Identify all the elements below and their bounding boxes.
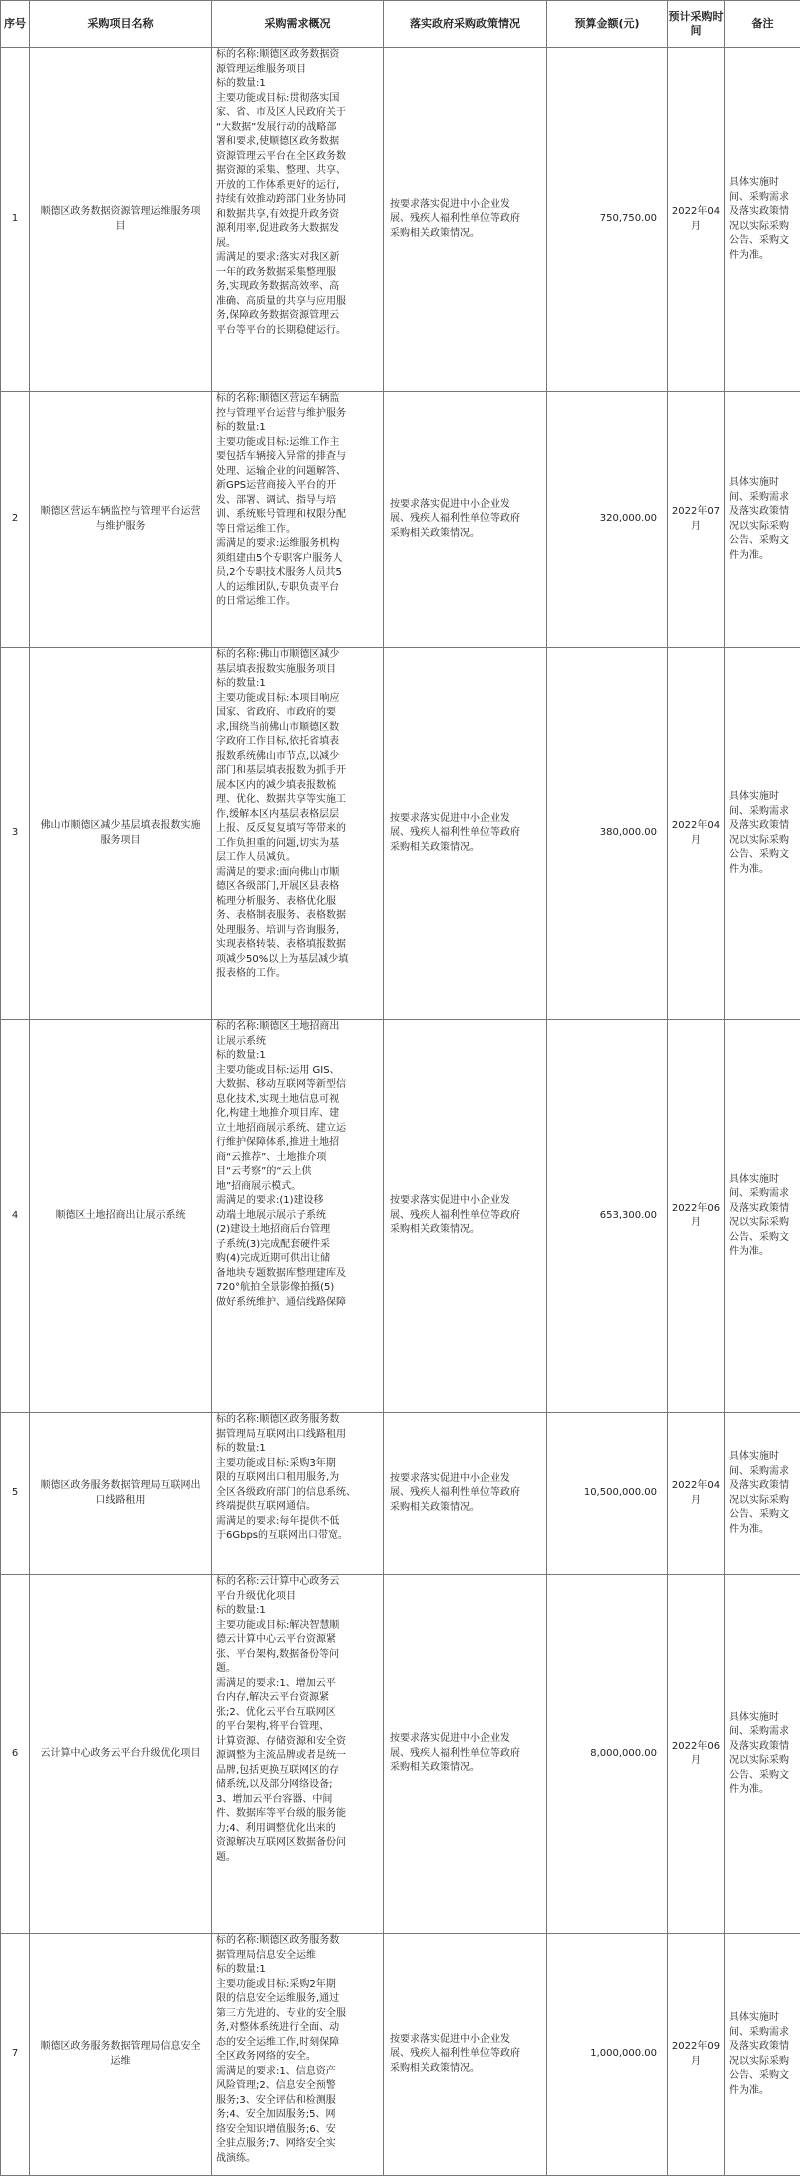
requirement-summary-line: 需满足的要求:面向佛山市顺	[216, 866, 340, 878]
requirement-summary-line: 3、增加云平台容器、中间	[216, 1793, 333, 1805]
requirement-summary-line: 理、优化、数据共享等实施工	[216, 794, 346, 805]
remarks-line: 件为准。	[729, 1784, 769, 1795]
requirement-summary-line: 资源解决互联网区数据备份问	[216, 1837, 346, 1848]
remarks-line: 况以实际采购	[729, 520, 789, 532]
policy-status-line: 展、残疾人福利性单位等政府	[390, 2048, 520, 2060]
requirement-summary-line: 化,构建土地推介项目库、建	[216, 1108, 340, 1119]
requirement-summary-line: 务;4、安全加固服务;5、网	[216, 2109, 336, 2120]
remarks-line: 及落实政策情	[729, 506, 789, 517]
requirement-summary-line: “大数据”发展行动的战略部	[216, 121, 337, 133]
policy-status-line: 采购相关政策情况。	[390, 227, 480, 239]
table-row	[1, 1413, 800, 1575]
requirement-summary-line: 据管理局互联网出口线路租用	[216, 1428, 346, 1440]
procurement-time: 2022年04月	[668, 48, 725, 392]
remarks-line: 件为准。	[729, 2084, 769, 2096]
requirement-summary-line: 720°航拍全景影像拍摄(5)	[216, 1282, 335, 1293]
requirement-summary-line: 台内存,解决云平台资源紧	[216, 1692, 330, 1703]
requirement-summary-line: 全区政务网络的安全。	[216, 2051, 316, 2062]
budget-amount: 8,000,000.00	[547, 1575, 668, 1934]
project-name: 顺德区政务服务数据管理局互联网出口线路租用	[30, 1413, 212, 1575]
header-budget: 预算金额(元)	[547, 1, 668, 48]
remarks-line: 具体实施时	[729, 791, 779, 802]
requirement-summary-line: 立土地招商展示系统、建立运	[216, 1122, 346, 1134]
project-name: 顺德区土地招商出让展示系统	[30, 1020, 212, 1413]
requirement-summary	[212, 48, 384, 392]
remarks-line: 况以实际采购	[729, 1217, 789, 1228]
requirement-summary-line: 力;4、利用调整优化出来的	[216, 1822, 336, 1834]
requirement-summary-line: 新GPS运营商接入平台的开	[216, 480, 337, 491]
remarks	[725, 1934, 800, 2176]
remarks-line: 件为准。	[729, 1246, 769, 1257]
requirement-summary-line: 服务;3、安全评估和检测服	[216, 2094, 336, 2106]
requirement-summary-line: 标的数量:1	[216, 1605, 266, 1616]
remarks-line: 公告、采购文	[729, 2070, 789, 2081]
row-seq: 7	[1, 1934, 30, 2176]
remarks-line: 况以实际采购	[729, 220, 789, 232]
requirement-summary-line: 标的数量:1	[216, 678, 266, 689]
remarks-line: 具体实施时	[729, 477, 779, 488]
requirement-summary-line: 标的名称:云计算中心政务云	[216, 1576, 340, 1587]
remarks-line: 具体实施时	[729, 1173, 779, 1185]
requirement-summary-line: 一年的政务数据采集整理服	[216, 266, 336, 278]
remarks-line: 件为准。	[729, 549, 769, 561]
procurement-time: 2022年04月	[668, 1413, 725, 1575]
requirement-summary-line: 需满足的要求:落实对我区新	[216, 252, 340, 263]
requirement-summary-line: 需满足的要求:运维服务机构	[216, 538, 340, 549]
requirement-summary-line: 标的名称:顺德区营运车辆监	[216, 393, 340, 404]
remarks-line: 及落实政策情	[729, 1740, 789, 1752]
remarks-line: 件为准。	[729, 863, 769, 875]
remarks-line: 间、采购需求	[729, 491, 789, 503]
requirement-summary-line: 基层填表报数实施服务项目	[216, 663, 336, 675]
requirement-summary-line: 动端土地展示展示子系统	[216, 1209, 326, 1221]
requirement-summary-line: 等日常运维工作。	[216, 523, 296, 535]
procurement-time: 2022年09月	[668, 1934, 725, 2176]
policy-status-line: 展、残疾人福利性单位等政府	[390, 513, 520, 525]
requirement-summary-line: 训、系统账号管理和权限分配	[216, 509, 346, 520]
requirement-summary-line: 工作负担重的问题,切实为基	[216, 837, 340, 849]
requirement-summary-line: 主要功能或目标:运用 GIS、	[216, 1064, 340, 1076]
remarks-line: 及落实政策情	[729, 1202, 789, 1214]
requirement-summary-line: 子系统(3)完成配套硬件采	[216, 1238, 331, 1250]
requirement-summary-line: 全驻点服务;7、网络安全实	[216, 2138, 336, 2149]
policy-status-line: 展、残疾人福利性单位等政府	[390, 213, 520, 225]
policy-status-line: 按要求落实促进中小企业发	[390, 498, 510, 510]
requirement-summary-line: 处理、运输企业的问题解答、	[216, 465, 346, 477]
policy-status-line: 按要求落实促进中小企业发	[390, 1195, 510, 1207]
row-seq: 5	[1, 1413, 30, 1575]
budget-amount: 653,300.00	[547, 1020, 668, 1413]
remarks-line: 件为准。	[729, 249, 769, 261]
requirement-summary-line: 展。	[216, 237, 236, 249]
requirement-summary	[212, 1934, 384, 2176]
requirement-summary-line: 全区各级政府部门的信息系统、	[216, 1486, 356, 1498]
header-row	[1, 1, 800, 48]
requirement-summary-line: 标的数量:1	[216, 78, 266, 89]
requirement-summary-line: 主要功能或目标:解决智慧顺	[216, 1619, 340, 1631]
requirement-summary-line: 资源管理云平台在全区政务数	[216, 150, 346, 162]
requirement-summary-line: 梳理分析服务、表格优化服	[216, 895, 336, 907]
requirement-summary-line: 务,保障政务数据资源管理云	[216, 310, 340, 321]
requirement-summary-line: 储系统,以及部分网络设备;	[216, 1779, 333, 1790]
requirement-summary-line: 息化技术,实现土地信息可视	[216, 1093, 340, 1105]
requirement-summary-line: 商“云推荐”、土地推介项	[216, 1151, 327, 1163]
budget-amount: 320,000.00	[547, 392, 668, 648]
requirement-summary-line: 主要功能或目标:采购2年期	[216, 1978, 336, 1990]
row-seq: 6	[1, 1575, 30, 1934]
procurement-time: 2022年06月	[668, 1020, 725, 1413]
requirement-summary-line: 标的数量:1	[216, 1443, 266, 1454]
header-policy: 落实政府采购政策情况	[384, 1, 547, 48]
requirement-summary-line: 地”招商展示模式。	[216, 1180, 302, 1192]
requirement-summary-line: 德区各级部门,开展区县表格	[216, 881, 340, 892]
policy-status-line: 采购相关政策情况。	[390, 1762, 480, 1774]
header-time: 预计采购时间	[668, 1, 725, 48]
requirement-summary-line: 据资源的采集、整理、共享、	[216, 165, 346, 176]
requirement-summary-line: 准确、高质量的共享与应用服	[216, 295, 346, 307]
requirement-summary-line: 需满足的要求:(1)建设移	[216, 1195, 324, 1206]
remarks-line: 具体实施时	[729, 2012, 779, 2023]
requirement-summary-line: 的日常运维工作。	[216, 596, 296, 607]
requirement-summary-line: 主要功能或目标:运维工作主	[216, 436, 340, 448]
requirement-summary-line: 终端提供互联网通信。	[216, 1501, 316, 1512]
remarks-line: 具体实施时	[729, 1451, 779, 1462]
policy-status-line: 展、残疾人福利性单位等政府	[390, 1209, 520, 1221]
requirement-summary-line: 主要功能或目标:采购3年期	[216, 1457, 336, 1469]
requirement-summary-line: 行维护保障体系,推进土地招	[216, 1137, 340, 1148]
remarks-line: 及落实政策情	[729, 1480, 789, 1491]
requirement-summary-line: (2)建设土地招商后台管理	[216, 1224, 331, 1235]
policy-status-line: 采购相关政策情况。	[390, 1501, 480, 1513]
project-name: 顺德区政务服务数据管理局信息安全运维	[30, 1934, 212, 2176]
requirement-summary-line: 平台升级优化项目	[216, 1590, 296, 1602]
requirement-summary-line: 大数据、移动互联网等新型信	[216, 1079, 346, 1090]
row-seq: 4	[1, 1020, 30, 1413]
requirement-summary-line: 主要功能或目标:贯彻落实国	[216, 92, 340, 104]
policy-status	[384, 1020, 547, 1413]
requirement-summary-line: 络安全知识增值服务;6、安	[216, 2123, 336, 2135]
requirement-summary-line: 报表格的工作。	[216, 968, 286, 979]
row-seq: 3	[1, 648, 30, 1020]
requirement-summary-line: 员,2个专职技术服务人员共5	[216, 567, 342, 578]
remarks-line: 间、采购需求	[729, 1726, 789, 1737]
requirement-summary-line: 目“云考察”的“云上供	[216, 1166, 312, 1177]
budget-amount: 1,000,000.00	[547, 1934, 668, 2176]
budget-amount: 10,500,000.00	[547, 1413, 668, 1575]
budget-amount: 750,750.00	[547, 48, 668, 392]
remarks-line: 公告、采购文	[729, 849, 789, 860]
project-name: 佛山市顺德区减少基层填表报数实施服务项目	[30, 648, 212, 1020]
procurement-time: 2022年07月	[668, 392, 725, 648]
requirement-summary-line: 题。	[216, 1663, 236, 1674]
remarks-line: 间、采购需求	[729, 191, 789, 203]
requirement-summary-line: 标的数量:1	[216, 422, 266, 433]
requirement-summary-line: 署和要求,使顺德区政务数据	[216, 136, 340, 147]
requirement-summary-line: 务,实现政务数据高效率、高	[216, 281, 340, 292]
requirement-summary-line: 第三方先进的、专业的安全服	[216, 2007, 346, 2019]
requirement-summary-line: 风险管理;2、信息安全预警	[216, 2080, 336, 2091]
remarks	[725, 1413, 800, 1575]
requirement-summary-line: 需满足的要求:1、增加云平	[216, 1677, 336, 1689]
requirement-summary-line: 要包括车辆接入异常的排查与	[216, 451, 346, 462]
requirement-summary-line: 持续有效推动跨部门业务协同	[216, 194, 346, 205]
remarks-line: 及落实政策情	[729, 2041, 789, 2052]
requirement-summary-line: 标的名称:佛山市顺德区减少	[216, 649, 340, 660]
remarks-line: 公告、采购文	[729, 1769, 789, 1781]
header-needs: 采购需求概况	[212, 1, 384, 48]
remarks-line: 公告、采购文	[729, 235, 789, 246]
requirement-summary-line: 展本区内的减少填表报数梳	[216, 779, 336, 791]
requirement-summary-line: 件、数据库等平台级的服务能	[216, 1808, 346, 1819]
table-row	[1, 648, 800, 1020]
policy-status	[384, 48, 547, 392]
requirement-summary-line: 源调整为主流品牌或者是统一	[216, 1750, 346, 1761]
remarks	[725, 48, 800, 392]
remarks	[725, 392, 800, 648]
remarks-line: 及落实政策情	[729, 206, 789, 217]
remarks	[725, 1020, 800, 1413]
procurement-time: 2022年06月	[668, 1575, 725, 1934]
row-seq: 2	[1, 392, 30, 648]
table-row	[1, 48, 800, 392]
policy-status	[384, 648, 547, 1020]
policy-status-line: 展、残疾人福利性单位等政府	[390, 1487, 520, 1499]
requirement-summary-line: 作,缓解本区内基层表格层层	[216, 808, 340, 820]
remarks-line: 间、采购需求	[729, 805, 789, 817]
requirement-summary-line: 标的名称:顺德区土地招商出	[216, 1021, 340, 1032]
requirement-summary-line: 限的信息安全运维服务,通过	[216, 1993, 340, 2004]
policy-status	[384, 1413, 547, 1575]
requirement-summary-line: 上报、反反复复填写等带来的	[216, 823, 346, 834]
policy-status-line: 按要求落实促进中小企业发	[390, 2033, 510, 2045]
requirement-summary-line: 处理服务、培训与咨询服务,	[216, 924, 340, 936]
remarks-line: 间、采购需求	[729, 1188, 789, 1199]
policy-status	[384, 1934, 547, 2176]
policy-status	[384, 392, 547, 648]
header-note: 备注	[725, 1, 800, 48]
remarks-line: 间、采购需求	[729, 1465, 789, 1477]
remarks-line: 具体实施时	[729, 177, 779, 188]
requirement-summary-line: 态的安全运维工作,时刻保障	[216, 2036, 340, 2048]
remarks-line: 况以实际采购	[729, 834, 789, 846]
requirement-summary-line: 题。	[216, 1851, 236, 1863]
requirement-summary-line: 据管理局信息安全运维	[216, 1949, 316, 1961]
requirement-summary-line: 发、部署、调试、指导与培	[216, 494, 336, 506]
policy-status-line: 采购相关政策情况。	[390, 841, 480, 853]
requirement-summary-line: 于6Gbps的互联网出口带宽。	[216, 1530, 349, 1541]
policy-status-line: 展、残疾人福利性单位等政府	[390, 827, 520, 839]
remarks	[725, 648, 800, 1020]
requirement-summary-line: 张、平台架构,数据备份等问	[216, 1648, 340, 1660]
remarks	[725, 1575, 800, 1934]
requirement-summary-line: 源利用率,促进政务大数据发	[216, 223, 340, 234]
requirement-summary-line: 让展示系统	[216, 1035, 266, 1047]
requirement-summary-line: 标的名称:顺德区政务数据资	[216, 49, 340, 60]
requirement-summary-line: 备地块专题数据库整理建库及	[216, 1267, 346, 1279]
policy-status	[384, 1575, 547, 1934]
budget-amount: 380,000.00	[547, 648, 668, 1020]
header-name: 采购项目名称	[30, 1, 212, 48]
requirement-summary-line: 层工作人员减负。	[216, 852, 296, 863]
policy-status-line: 采购相关政策情况。	[390, 1224, 480, 1236]
requirement-summary-line: 平台等平台的长期稳健运行。	[216, 324, 346, 336]
requirement-summary-line: 标的名称:顺德区政务服务数	[216, 1935, 340, 1946]
table-row	[1, 392, 800, 648]
remarks-line: 况以实际采购	[729, 2055, 789, 2067]
requirement-summary-line: 部门和基层填表报数为抓手开	[216, 765, 346, 776]
policy-status-line: 采购相关政策情况。	[390, 527, 480, 539]
requirement-summary-line: 报数系统佛山市节点,以减少	[216, 750, 340, 762]
project-name: 顺德区政务数据资源管理运维服务项目	[30, 48, 212, 392]
requirement-summary-line: 家、省、市及区人民政府关于	[216, 107, 346, 118]
requirement-summary-line: 开放的工作体系更好的运行,	[216, 179, 340, 191]
procurement-time: 2022年04月	[668, 648, 725, 1020]
requirement-summary-line: 标的数量:1	[216, 1050, 266, 1061]
requirement-summary-line: 做好系统维护、通信线路保障	[216, 1296, 346, 1308]
table-row	[1, 1575, 800, 1934]
policy-status-line: 按要求落实促进中小企业发	[390, 198, 510, 210]
requirement-summary-line: 务,对整体系统进行全面、动	[216, 2022, 340, 2033]
requirement-summary-line: 项减少50%以上为基层减少填	[216, 953, 349, 965]
table-row	[1, 1934, 800, 2176]
row-seq: 1	[1, 48, 30, 392]
project-name: 云计算中心政务云平台升级优化项目	[30, 1575, 212, 1934]
requirement-summary	[212, 392, 384, 648]
header-seq: 序号	[1, 1, 30, 48]
table-row	[1, 1020, 800, 1413]
requirement-summary-line: 控与管理平台运营与维护服务	[216, 407, 346, 419]
policy-status-line: 展、残疾人福利性单位等政府	[390, 1747, 520, 1759]
requirement-summary-line: 和数据共享,有效提升政务资	[216, 208, 340, 220]
remarks-line: 公告、采购文	[729, 1231, 789, 1243]
requirement-summary-line: 德云计算中心云平台资源紧	[216, 1634, 336, 1645]
remarks-line: 公告、采购文	[729, 535, 789, 546]
requirement-summary-line: 品牌,包括更换互联网区的存	[216, 1764, 340, 1776]
policy-status-line: 按要求落实促进中小企业发	[390, 1472, 510, 1484]
requirement-summary-line: 计算资源、存储资源和安全资	[216, 1735, 346, 1747]
requirement-summary-line: 主要功能或目标:本项目响应	[216, 692, 340, 704]
requirement-summary-line: 张;2、优化云平台互联网区	[216, 1706, 336, 1718]
remarks-line: 况以实际采购	[729, 1755, 789, 1766]
remarks-line: 具体实施时	[729, 1711, 779, 1723]
requirement-summary-line: 标的名称:顺德区政务服务数	[216, 1414, 340, 1425]
policy-status-line: 按要求落实促进中小企业发	[390, 1733, 510, 1745]
requirement-summary-line: 源管理运维服务项目	[216, 63, 306, 75]
requirement-summary-line: 战演练。	[216, 2152, 256, 2164]
requirement-summary-line: 须组建由5个专职客户服务人	[216, 552, 343, 564]
project-name: 顺德区营运车辆监控与管理平台运营与维护服务	[30, 392, 212, 648]
requirement-summary-line: 限的互联网出口租用服务,为	[216, 1472, 340, 1483]
requirement-summary-line: 国家、省政府、市政府的要	[216, 707, 336, 718]
remarks-line: 况以实际采购	[729, 1494, 789, 1506]
requirement-summary-line: 实现表格转装、表格填报数据	[216, 939, 346, 950]
requirement-summary-line: 求,围绕当前佛山市顺德区数	[216, 721, 340, 733]
requirement-summary	[212, 1020, 384, 1413]
requirement-summary-line: 的平台架构,将平台管理、	[216, 1721, 330, 1732]
requirement-summary-line: 需满足的要求:1、信息资产	[216, 2065, 336, 2077]
requirement-summary	[212, 1575, 384, 1934]
remarks-line: 公告、采购文	[729, 1509, 789, 1520]
requirement-summary	[212, 1413, 384, 1575]
requirement-summary-line: 需满足的要求:每年提供不低	[216, 1515, 340, 1527]
remarks-line: 及落实政策情	[729, 820, 789, 831]
requirement-summary-line: 务、表格制表服务、表格数据	[216, 910, 346, 921]
requirement-summary-line: 标的数量:1	[216, 1964, 266, 1975]
remarks-line: 间、采购需求	[729, 2026, 789, 2038]
remarks-line: 件为准。	[729, 1523, 769, 1535]
policy-status-line: 采购相关政策情况。	[390, 2062, 480, 2074]
requirement-summary-line: 购(4)完成近期可供出让储	[216, 1253, 331, 1264]
requirement-summary	[212, 648, 384, 1020]
requirement-summary-line: 人的运维团队,专职负责平台	[216, 581, 340, 593]
requirement-summary-line: 字政府工作目标,依托省填表	[216, 736, 340, 747]
policy-status-line: 按要求落实促进中小企业发	[390, 812, 510, 824]
